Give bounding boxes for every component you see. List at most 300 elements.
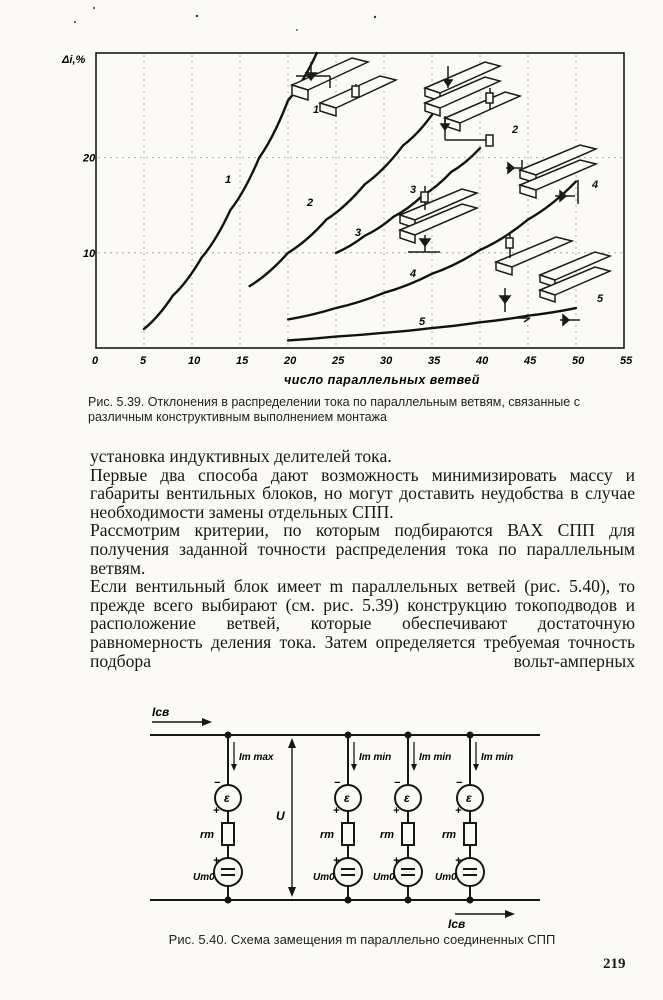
- grid-dot: [335, 313, 336, 314]
- figure-5-39-caption: Рис. 5.39. Отклонения в распределении тока по параллельным ветвям, связанные с различным конструктивным выполнением монтажа: [88, 395, 580, 424]
- resistor: [464, 823, 476, 845]
- grid-dot: [239, 67, 240, 68]
- grid-dot: [239, 145, 240, 146]
- grid-dot: [143, 175, 144, 176]
- grid-dot: [242, 252, 243, 253]
- grid-dot: [239, 127, 240, 128]
- grid-dot: [191, 139, 192, 140]
- grid-dot: [332, 157, 333, 158]
- figure-5-40: [0, 700, 663, 930]
- grid-dot: [383, 283, 384, 284]
- grid-dot: [575, 337, 576, 338]
- grid-dot: [431, 307, 432, 308]
- polarity-plus: +: [333, 805, 340, 817]
- grid-dot: [308, 252, 309, 253]
- grid-dot: [431, 73, 432, 74]
- grid-dot: [575, 85, 576, 86]
- grid-dot: [296, 252, 297, 253]
- grid-dot: [296, 157, 297, 158]
- grid-dot: [335, 193, 336, 194]
- grid-dot: [479, 313, 480, 314]
- grid-dot: [431, 343, 432, 344]
- grid-dot: [239, 253, 240, 254]
- page-number: 219: [603, 956, 626, 972]
- grid-dot: [344, 252, 345, 253]
- grid-dot: [428, 157, 429, 158]
- grid-dot: [527, 205, 528, 206]
- curve-2: [250, 115, 432, 286]
- grid-dot: [431, 337, 432, 338]
- grid-dot: [488, 252, 489, 253]
- grid-dot: [143, 67, 144, 68]
- grid-dot: [152, 252, 153, 253]
- grid-dot: [431, 181, 432, 182]
- grid-dot: [527, 199, 528, 200]
- grid-dot: [287, 169, 288, 170]
- grid-dot: [335, 247, 336, 248]
- grid-dot: [479, 151, 480, 152]
- grid-dot: [287, 223, 288, 224]
- grid-dot: [362, 252, 363, 253]
- grid-dot: [239, 187, 240, 188]
- body-text: [90, 447, 635, 670]
- grid-dot: [431, 319, 432, 320]
- grid-dot: [236, 252, 237, 253]
- grid-dot: [530, 157, 531, 158]
- grid-dot: [200, 157, 201, 158]
- grid-dot: [287, 235, 288, 236]
- grid-dot: [143, 259, 144, 260]
- branch-current-min-3: Iт min: [481, 752, 514, 763]
- grid-dot: [212, 157, 213, 158]
- grid-dot: [446, 252, 447, 253]
- grid-dot: [239, 139, 240, 140]
- paragraph-3: Рассмотрим критерии, по которым подбираются ВАХ СПП для получения заданной точности распределения тока по параллельным ветвям.: [90, 520, 635, 578]
- assembly-label-4: 4: [592, 179, 599, 191]
- grid-dot: [104, 157, 105, 158]
- grid-dot: [479, 175, 480, 176]
- grid-dot: [143, 163, 144, 164]
- junction: [406, 733, 411, 738]
- grid-dot: [335, 217, 336, 218]
- grid-dot: [479, 289, 480, 290]
- polarity-plus: +: [455, 855, 462, 867]
- grid-dot: [479, 145, 480, 146]
- grid-dot: [191, 127, 192, 128]
- grid-dot: [191, 217, 192, 218]
- grid-dot: [527, 103, 528, 104]
- grid-dot: [278, 157, 279, 158]
- grid-dot: [479, 217, 480, 218]
- grid-dot: [143, 283, 144, 284]
- grid-dot: [431, 235, 432, 236]
- grid-dot: [575, 247, 576, 248]
- grid-dot: [383, 91, 384, 92]
- grid-dot: [191, 85, 192, 86]
- branch-current-max: Iт max: [239, 752, 274, 763]
- grid-dot: [191, 253, 192, 254]
- x-tick-label: 0: [92, 355, 99, 367]
- grid-dot: [287, 313, 288, 314]
- grid-dot: [335, 85, 336, 86]
- grid-dot: [383, 289, 384, 290]
- grid-dot: [191, 265, 192, 266]
- grid-dot: [479, 343, 480, 344]
- grid-dot: [191, 169, 192, 170]
- grid-dot: [479, 307, 480, 308]
- grid-dot: [431, 259, 432, 260]
- grid-dot: [335, 121, 336, 122]
- grid-dot: [590, 157, 591, 158]
- figure-5-40-caption: Рис. 5.40. Схема замещения m параллельно соединенных СПП: [168, 932, 556, 947]
- grid-dot: [479, 187, 480, 188]
- grid-dot: [143, 127, 144, 128]
- grid-dot: [479, 331, 480, 332]
- grid-dot: [608, 252, 609, 253]
- grid-dot: [191, 67, 192, 68]
- grid-dot: [527, 157, 528, 158]
- grid-dot: [431, 157, 432, 158]
- grid-dot: [239, 271, 240, 272]
- y-tick-label: 20: [83, 152, 96, 165]
- grid-dot: [290, 157, 291, 158]
- current-arrow-head: [411, 764, 417, 771]
- grid-dot: [239, 217, 240, 218]
- grid-dot: [143, 193, 144, 194]
- grid-dot: [146, 252, 147, 253]
- grid-dot: [575, 295, 576, 296]
- curve-label-1: 1: [225, 174, 232, 186]
- grid-dot: [335, 181, 336, 182]
- grid-dot: [479, 301, 480, 302]
- polarity-plus: +: [333, 855, 340, 867]
- grid-dot: [575, 127, 576, 128]
- grid-dot: [239, 325, 240, 326]
- grid-dot: [575, 103, 576, 104]
- grid-dot: [554, 252, 555, 253]
- grid-dot: [566, 252, 567, 253]
- grid-dot: [431, 127, 432, 128]
- grid-dot: [422, 157, 423, 158]
- grid-dot: [335, 283, 336, 284]
- grid-dot: [335, 331, 336, 332]
- grid-dot: [596, 157, 597, 158]
- grid-dot: [287, 127, 288, 128]
- grid-dot: [140, 252, 141, 253]
- grid-dot: [431, 229, 432, 230]
- grid-dot: [527, 85, 528, 86]
- grid-dot: [335, 289, 336, 290]
- grid-dot: [143, 145, 144, 146]
- grid-dot: [191, 343, 192, 344]
- grid-dot: [527, 133, 528, 134]
- grid-dot: [191, 103, 192, 104]
- grid-dot: [191, 319, 192, 320]
- grid-dot: [527, 61, 528, 62]
- grid-dot: [287, 331, 288, 332]
- x-tick-label: 40: [476, 355, 489, 367]
- grid-dot: [191, 247, 192, 248]
- grid-dot: [143, 271, 144, 272]
- resistor: [222, 823, 234, 845]
- grid-dot: [575, 211, 576, 212]
- grid-dot: [143, 319, 144, 320]
- grid-dot: [239, 97, 240, 98]
- junction: [346, 733, 351, 738]
- grid-dot: [383, 175, 384, 176]
- grid-dot: [479, 181, 480, 182]
- grid-dot: [191, 235, 192, 236]
- voltage-label-u: U: [276, 809, 285, 823]
- grid-dot: [335, 199, 336, 200]
- grid-dot: [398, 157, 399, 158]
- grid-dot: [575, 55, 576, 56]
- grid-dot: [383, 61, 384, 62]
- x-tick-label: 25: [332, 355, 345, 367]
- grid-dot: [236, 157, 237, 158]
- grid-dot: [143, 313, 144, 314]
- grid-dot: [506, 157, 507, 158]
- grid-dot: [575, 187, 576, 188]
- x-tick-label: 10: [188, 355, 201, 367]
- grid-dot: [158, 252, 159, 253]
- grid-dot: [383, 55, 384, 56]
- grid-dot: [383, 241, 384, 242]
- grid-dot: [383, 181, 384, 182]
- grid-dot: [527, 307, 528, 308]
- grid-dot: [278, 252, 279, 253]
- junction: [406, 898, 411, 903]
- grid-dot: [368, 252, 369, 253]
- grid-dot: [239, 157, 240, 158]
- grid-dot: [575, 73, 576, 74]
- grid-dot: [326, 252, 327, 253]
- grid-dot: [614, 157, 615, 158]
- resistor: [402, 823, 414, 845]
- grid-dot: [383, 115, 384, 116]
- grid-dot: [335, 277, 336, 278]
- grid-dot: [254, 157, 255, 158]
- grid-dot: [287, 121, 288, 122]
- grid-dot: [431, 295, 432, 296]
- grid-dot: [356, 252, 357, 253]
- assembly-label-5: 5: [597, 293, 604, 305]
- grid-dot: [479, 235, 480, 236]
- grid-dot: [239, 235, 240, 236]
- grid-dot: [314, 252, 315, 253]
- grid-dot: [287, 73, 288, 74]
- grid-dot: [302, 157, 303, 158]
- grid-dot: [431, 145, 432, 146]
- grid-dot: [191, 163, 192, 164]
- grid-dot: [287, 133, 288, 134]
- grid-dot: [143, 337, 144, 338]
- grid-dot: [335, 343, 336, 344]
- polarity-plus: +: [393, 855, 400, 867]
- polarity-minus: −: [394, 777, 401, 789]
- grid-dot: [383, 187, 384, 188]
- grid-dot: [143, 289, 144, 290]
- grid-dot: [479, 61, 480, 62]
- grid-dot: [335, 163, 336, 164]
- branch-current-min-1: Iт min: [359, 752, 392, 763]
- grid-dot: [287, 283, 288, 284]
- grid-dot: [482, 157, 483, 158]
- grid-dot: [320, 157, 321, 158]
- grid-dot: [602, 252, 603, 253]
- grid-dot: [527, 163, 528, 164]
- grid-dot: [335, 301, 336, 302]
- grid-dot: [191, 277, 192, 278]
- grid-dot: [398, 252, 399, 253]
- grid-dot: [128, 252, 129, 253]
- grid-dot: [383, 67, 384, 68]
- grid-dot: [191, 301, 192, 302]
- grid-dot: [152, 157, 153, 158]
- grid-dot: [287, 157, 288, 158]
- grid-dot: [143, 121, 144, 122]
- curve-label-5: 5: [419, 316, 426, 328]
- grid-dot: [452, 252, 453, 253]
- grid-dot: [383, 343, 384, 344]
- grid-dot: [143, 277, 144, 278]
- grid-dot: [287, 187, 288, 188]
- grid-dot: [335, 295, 336, 296]
- grid-dot: [287, 289, 288, 290]
- grid-dot: [143, 247, 144, 248]
- polarity-minus: −: [456, 777, 463, 789]
- grid-dot: [383, 205, 384, 206]
- grid-dot: [548, 252, 549, 253]
- grid-dot: [194, 157, 195, 158]
- grid-dot: [575, 193, 576, 194]
- grid-dot: [383, 229, 384, 230]
- grid-dot: [575, 133, 576, 134]
- x-tick-label: 55: [620, 355, 633, 367]
- grid-dot: [620, 157, 621, 158]
- grid-dot: [254, 252, 255, 253]
- grid-dot: [479, 121, 480, 122]
- grid-dot: [239, 343, 240, 344]
- grid-dot: [287, 265, 288, 266]
- grid-dot: [143, 187, 144, 188]
- grid-dot: [479, 241, 480, 242]
- grid-dot: [431, 325, 432, 326]
- grid-dot: [287, 259, 288, 260]
- grid-dot: [335, 319, 336, 320]
- grid-dot: [191, 121, 192, 122]
- grid-dot: [527, 295, 528, 296]
- grid-dot: [575, 301, 576, 302]
- grid-dot: [143, 139, 144, 140]
- grid-dot: [431, 121, 432, 122]
- grid-dot: [191, 79, 192, 80]
- grid-dot: [287, 91, 288, 92]
- grid-dot: [383, 277, 384, 278]
- grid-dot: [572, 252, 573, 253]
- grid-dot: [287, 115, 288, 116]
- grid-dot: [527, 79, 528, 80]
- grid-dot: [191, 289, 192, 290]
- threshold-voltage-label: Uт0: [193, 872, 215, 883]
- grid-dot: [302, 252, 303, 253]
- grid-dot: [218, 252, 219, 253]
- grid-dot: [239, 121, 240, 122]
- assembly-label-1: 1: [313, 104, 320, 116]
- grid-dot: [431, 331, 432, 332]
- grid-dot: [143, 235, 144, 236]
- resistance-label: rт: [200, 829, 215, 841]
- grid-dot: [479, 283, 480, 284]
- polarity-plus: +: [213, 855, 220, 867]
- grid-dot: [176, 157, 177, 158]
- grid-dot: [335, 175, 336, 176]
- grid-dot: [143, 73, 144, 74]
- grid-dot: [440, 252, 441, 253]
- polarity-plus: +: [213, 805, 220, 817]
- grid-dot: [143, 331, 144, 332]
- grid-dot: [266, 157, 267, 158]
- grid-dot: [191, 313, 192, 314]
- grid-dot: [335, 91, 336, 92]
- grid-dot: [191, 211, 192, 212]
- grid-dot: [272, 157, 273, 158]
- grid-dot: [191, 259, 192, 260]
- grid-dot: [134, 157, 135, 158]
- grid-dot: [188, 157, 189, 158]
- grid-dot: [239, 295, 240, 296]
- grid-dot: [404, 157, 405, 158]
- grid-dot: [440, 157, 441, 158]
- grid-dot: [335, 271, 336, 272]
- grid-dot: [575, 313, 576, 314]
- grid-dot: [476, 157, 477, 158]
- grid-dot: [287, 151, 288, 152]
- assembly-1: [292, 58, 396, 116]
- grid-dot: [332, 252, 333, 253]
- grid-dot: [527, 271, 528, 272]
- grid-dot: [575, 61, 576, 62]
- resistor: [342, 823, 354, 845]
- x-tick-label: 50: [572, 355, 585, 367]
- grid-dot: [464, 157, 465, 158]
- grid-dot: [386, 252, 387, 253]
- grid-dot: [431, 241, 432, 242]
- grid-dot: [575, 289, 576, 290]
- grid-dot: [191, 331, 192, 332]
- grid-dot: [431, 151, 432, 152]
- grid-dot: [383, 301, 384, 302]
- grid-dot: [287, 61, 288, 62]
- grid-dot: [479, 193, 480, 194]
- threshold-voltage-label: Uт0: [373, 872, 395, 883]
- grid-dot: [143, 223, 144, 224]
- grid-dot: [200, 252, 201, 253]
- grid-dot: [239, 259, 240, 260]
- grid-dot: [575, 139, 576, 140]
- grid-dot: [575, 109, 576, 110]
- grid-dot: [143, 115, 144, 116]
- grid-dot: [479, 265, 480, 266]
- grid-dot: [239, 163, 240, 164]
- grid-dot: [335, 325, 336, 326]
- grid-dot: [575, 235, 576, 236]
- grid-dot: [527, 265, 528, 266]
- grid-dot: [575, 115, 576, 116]
- grid-dot: [143, 295, 144, 296]
- grid-dot: [335, 187, 336, 188]
- grid-dot: [182, 252, 183, 253]
